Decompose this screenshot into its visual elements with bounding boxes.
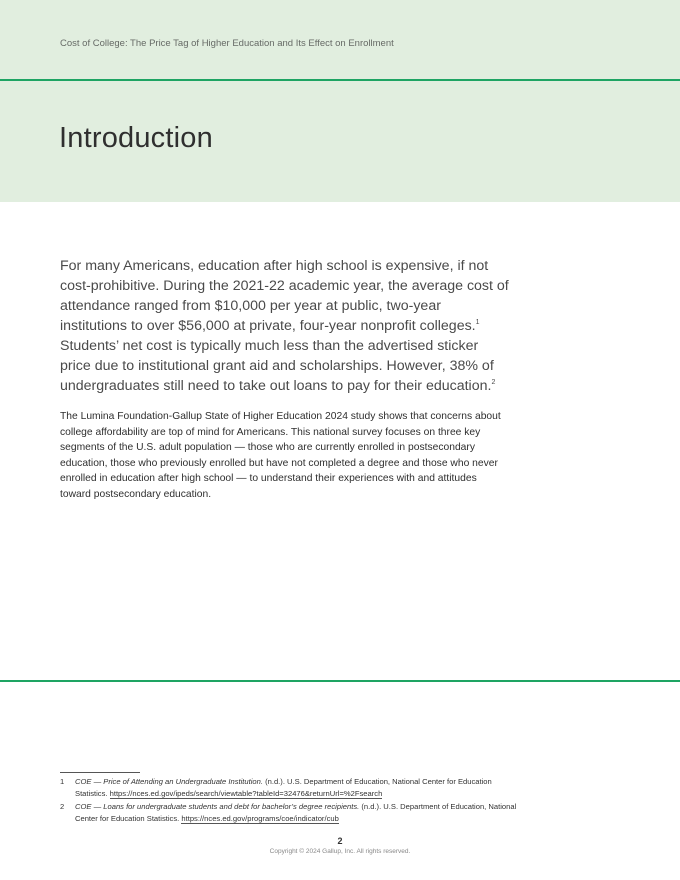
footnote-ref-1[interactable]: 1 <box>475 319 480 326</box>
section-title: Introduction <box>59 122 213 154</box>
footnote-source: (n.d.). U.S. Department of Education, National Center for Education Statistics. <box>75 777 492 798</box>
body-paragraph: The Lumina Foundation-Gallup State of Higher Education 2024 study shows that concerns about college affordability are top of mind for Americans. This national survey focuses on three key segments of the U.S. adult population — those who are currently enrolled in postsecondary education, those who previously enrolled but have not completed a degree and those who never enrolled in education after high school — to understand their experiences with and attitudes toward postsecondary education. <box>60 411 501 500</box>
footnote-number: 1 <box>60 777 65 786</box>
footnote-ref-2[interactable]: 2 <box>491 379 496 386</box>
lead-text-part-2: Students’ net cost is typically much less than the advertised sticker price due to institutional grant aid and scholarships. However, 38% of undergraduates still need to take out loans to pay for their education. <box>60 338 494 394</box>
footnote-link[interactable]: https://nces.ed.gov/programs/coe/indicator/cub <box>181 814 339 823</box>
content-bottom-divider <box>0 680 680 682</box>
lead-text-part-1: For many Americans, education after high school is expensive, if not cost-prohibitive. During the 2021-22 academic year, the average cost of attendance ranged from $10,000 per year at public, two-year institutions to over $56,000 at private, four-year nonprofit colleges. <box>60 258 509 334</box>
footnote-title: COE — Loans for undergraduate students and debt for bachelor’s degree recipients. <box>75 802 360 811</box>
footnotes <box>60 776 520 826</box>
footnote-link[interactable]: https://nces.ed.gov/ipeds/search/viewtable?tableId=32476&returnUrl=%2Fsearch <box>109 789 383 798</box>
footnote-2 <box>60 801 520 825</box>
header-band <box>0 0 680 202</box>
lead-paragraph <box>60 256 510 396</box>
footnote-title: COE — Price of Attending an Undergraduate Institution. <box>75 777 263 786</box>
footnote-number: 2 <box>60 802 65 811</box>
page-number: 2 <box>337 836 343 846</box>
footnote-separator <box>60 772 140 773</box>
running-header: Cost of College: The Price Tag of Higher Education and Its Effect on Enrollment <box>60 38 394 49</box>
header-divider <box>0 79 680 81</box>
footnote-1 <box>60 776 520 800</box>
copyright: Copyright © 2024 Gallup, Inc. All rights reserved. <box>269 848 411 855</box>
footnote-source: (n.d.). U.S. Department of Education, National Center for Education Statistics. <box>75 802 517 823</box>
